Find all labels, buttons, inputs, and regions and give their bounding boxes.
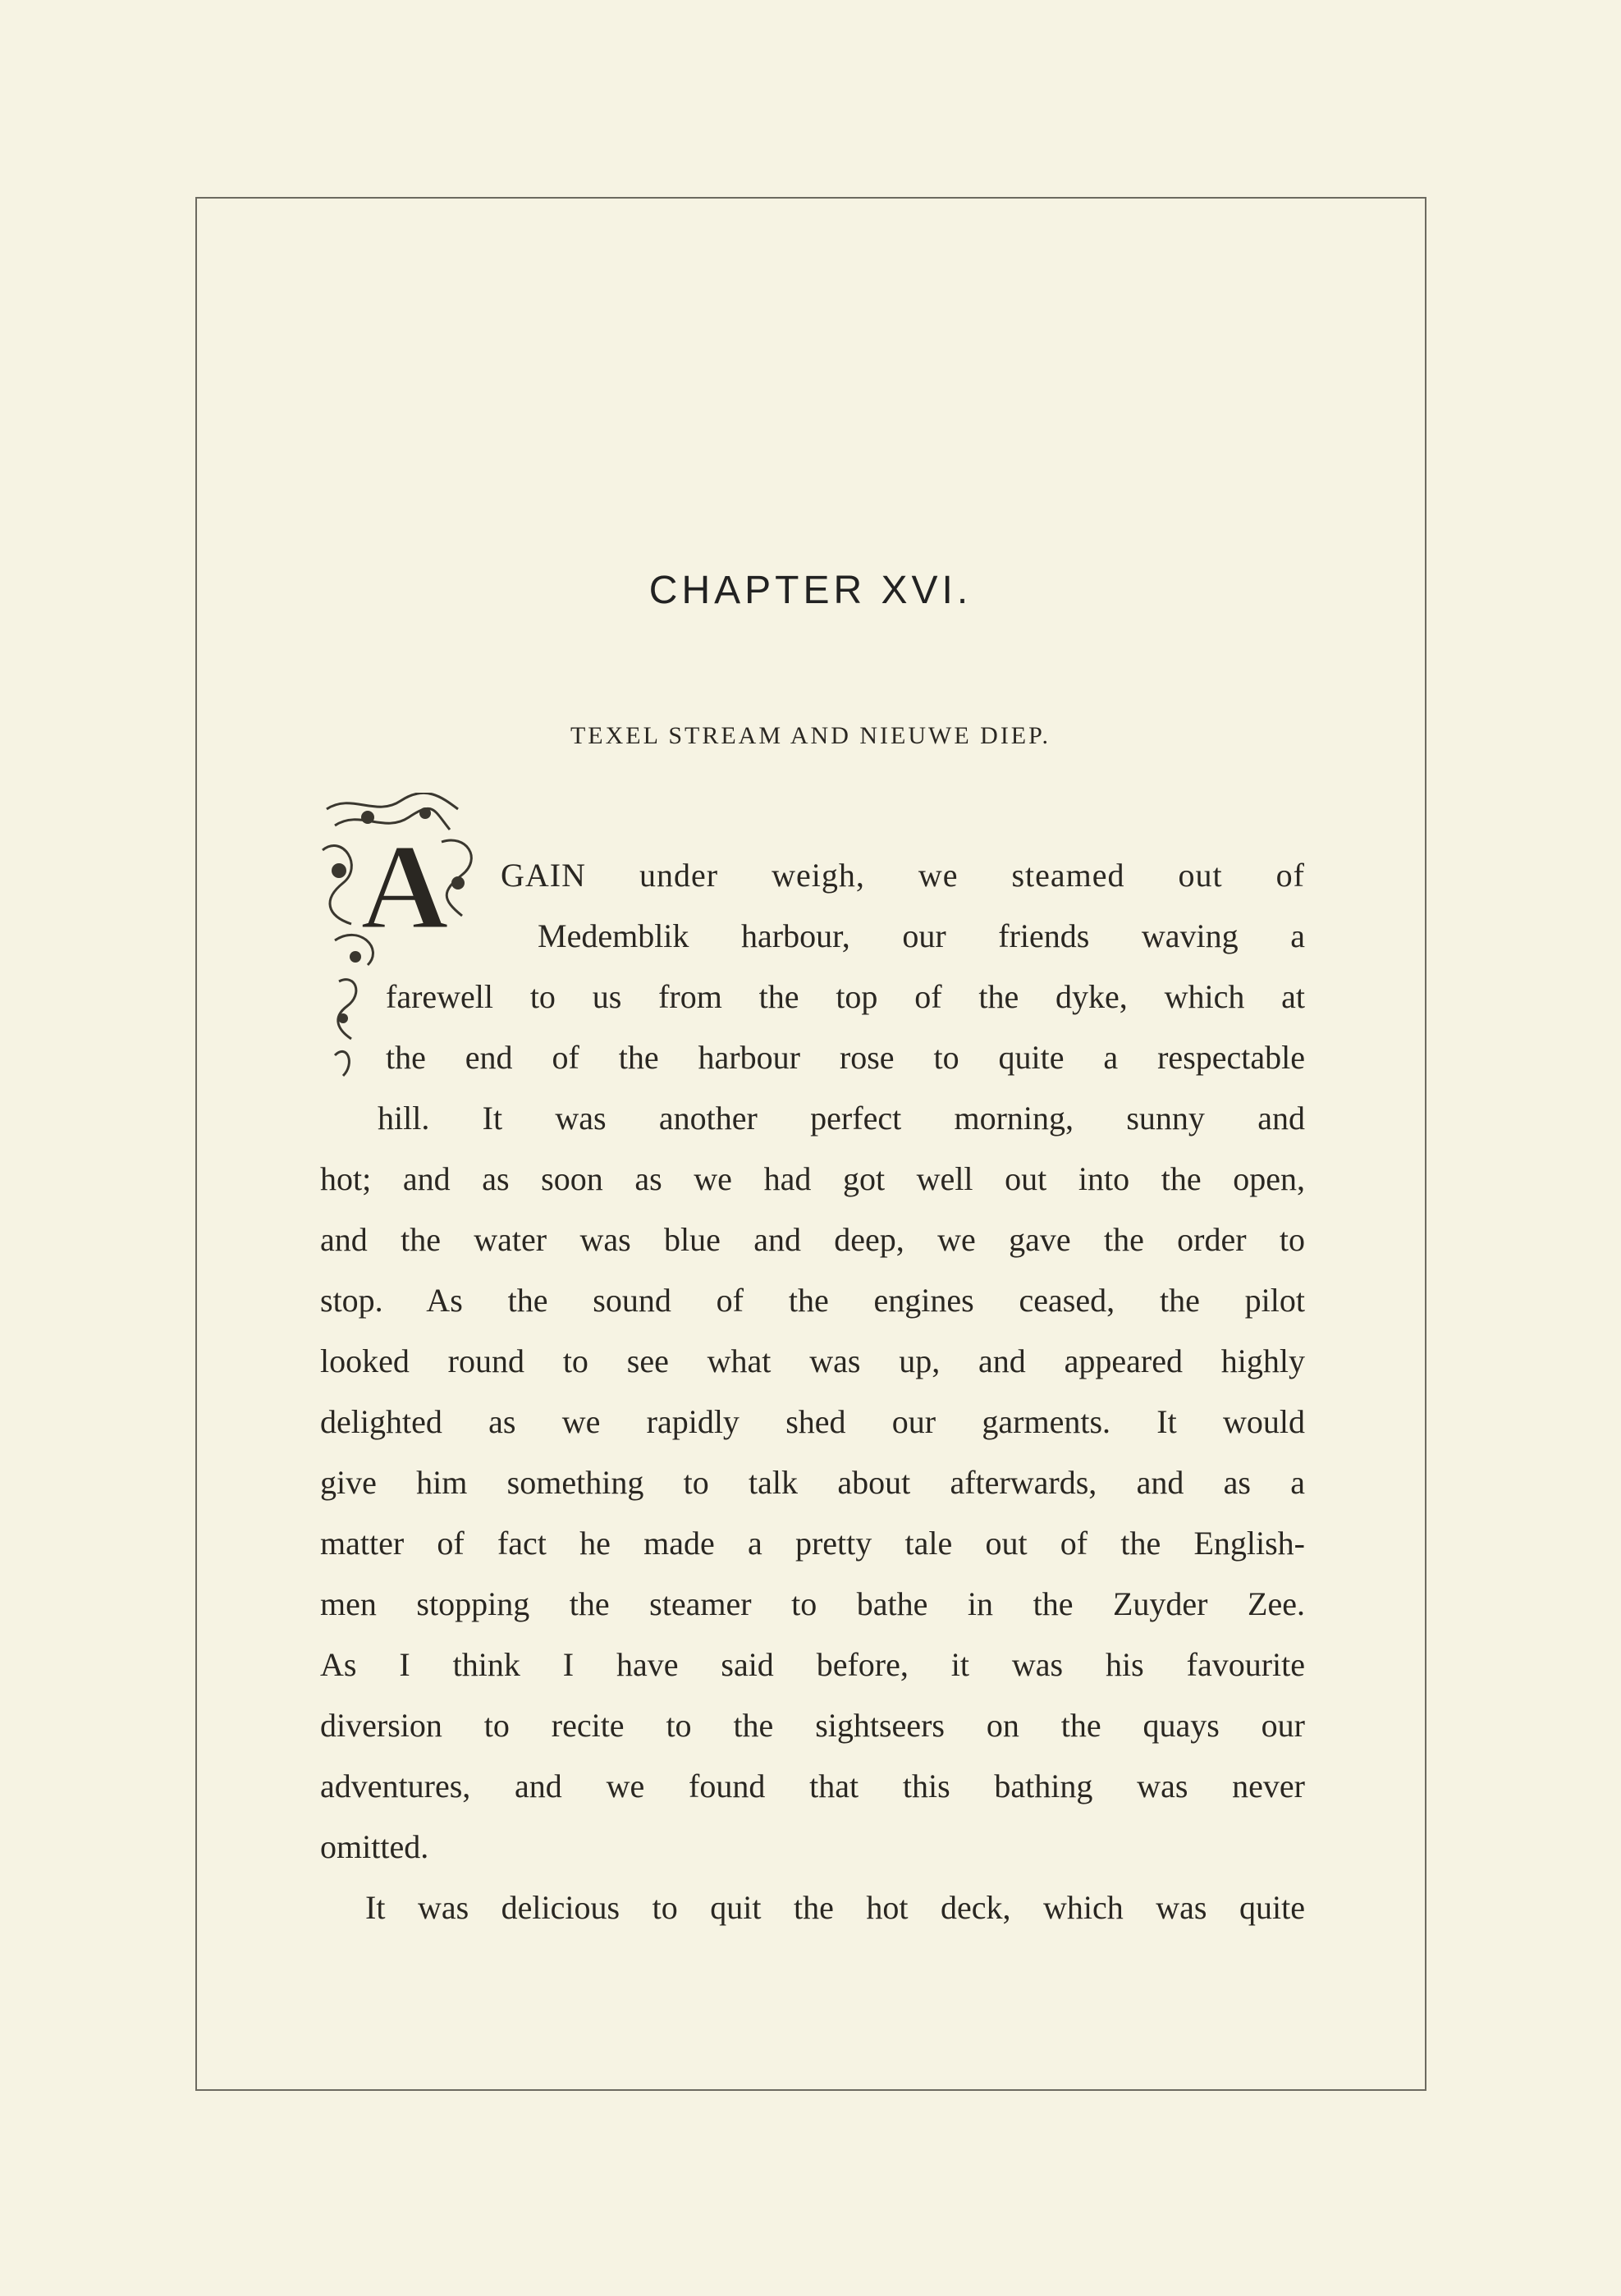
text-line: farewell to us from the top of the dyke, which at [386,978,1305,1015]
text-line: diversion to recite to the sightseers on the quays our [320,1707,1305,1744]
text-line: matter of fact he made a pretty tale out of the English- [320,1525,1305,1562]
text-line: omitted. [320,1828,429,1865]
text-line: stop. As the sound of the engines ceased, the pilot [320,1282,1305,1319]
text-line: hill. It was another perfect morning, sunny and [378,1100,1305,1137]
text-line: adventures, and we found that this bathing was never [320,1768,1305,1804]
text-line: men stopping the steamer to bathe in the Zuyder Zee. [320,1585,1305,1622]
text-line: and the water was blue and deep, we gave the order to [320,1221,1305,1258]
svg-text:A: A [359,819,450,955]
text-line: delighted as we rapidly shed our garments. It would [320,1403,1305,1440]
text-line: looked round to see what was up, and appeared highly [320,1342,1305,1379]
section-title: TEXEL STREAM AND NIEUWE DIEP. [570,722,1051,749]
text-line: give him something to talk about afterwards, and as a [320,1464,1305,1501]
text-line: It was delicious to quit the hot deck, which was quite [365,1889,1305,1926]
text-line: Medemblik harbour, our friends waving a [538,917,1305,954]
text-line: hot; and as soon as we had got well out into the open, [320,1160,1305,1197]
text-line: GAIN under weigh, we steamed out of [501,857,1305,894]
chapter-title: CHAPTER XVI. [648,569,973,612]
text-line: the end of the harbour rose to quite a respectable [386,1039,1305,1076]
text-line: As I think I have said before, it was his favourite [320,1646,1305,1683]
